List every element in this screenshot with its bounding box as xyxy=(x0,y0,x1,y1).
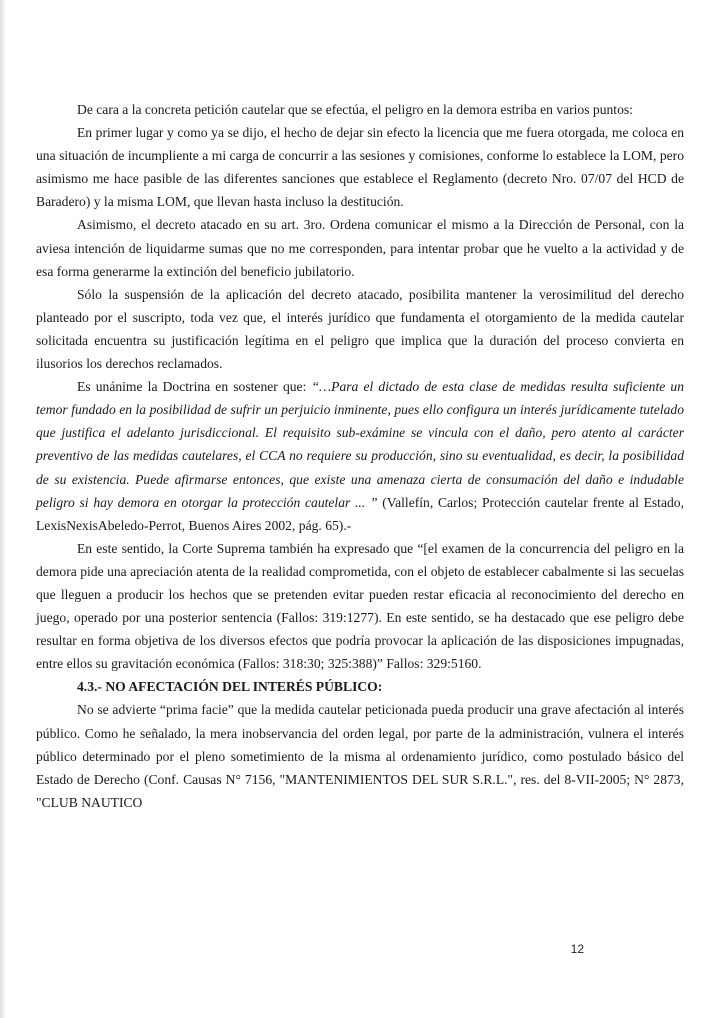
paragraph-1-text: De cara a la concreta petición cautelar que se efectúa, el peligro en la demora estriba en varios puntos: xyxy=(77,102,633,117)
paragraph-3 xyxy=(36,213,684,282)
paragraph-5-intro: Es unánime la Doctrina en sostener que: xyxy=(77,379,312,395)
paragraph-7 xyxy=(36,698,684,813)
paragraph-6-text: En este sentido, la Corte Suprema también ha expresado que “[el examen de la concurrencia del peligro en la demora pide una apreciación atenta de la realidad comprometida, con el objeto de establecer cabalmente si las secuelas que lleguen a producir los hechos que se pretenden evitar pueden restar eficacia al reconocimiento del derecho en juego, operado por una posterior sentencia (Fallos: 319:1277). En este sentido, se ha destacado que ese peligro debe resultar en forma objetiva de los diversos efectos que podría provocar la aplicación de las disposiciones impugnadas, entre ellos su gravitación económica (Fallos: 318:30; 325:388)” Fallos: 329:5160. xyxy=(36,540,684,672)
document-body xyxy=(36,98,684,814)
section-heading: 4.3.- NO AFECTACIÓN DEL INTERÉS PÚBLICO: xyxy=(77,679,383,695)
paragraph-4 xyxy=(36,283,684,375)
paragraph-7-text: No se advierte “prima facie” que la medida cautelar peticionada pueda producir una grave afectación al interés público. Como he señalado, la mera inobservancia del orden legal, por parte de la administración, vulnera el interés público determinado por el pleno sometimiento de la misma al ordenamiento jurídico, como postulado básico del Estado de Derecho (Conf. Causas N° 7156, "MANTENIMIENTOS DEL SUR S.R.L.", res. del 8-VII-2005; N° 2873, "CLUB NAUTICO xyxy=(36,702,684,810)
paragraph-3-text: Asimismo, el decreto atacado en su art. 3ro. Ordena comunicar el mismo a la Dirección de Personal, con la aviesa intención de liquidarme sumas que no me corresponden, para intentar probar que he vuelto a la actividad y de esa forma generarme la extinción del beneficio jubilatorio. xyxy=(36,217,684,279)
page-number: 12 xyxy=(570,942,584,956)
paragraph-5-doctrine-quote xyxy=(36,375,684,537)
doctrine-citation: (Vallefín, Carlos; Protección cautelar frente al Estado, LexisNexisAbeledo-Perrot, Buenos Aires 2002, pág. 65).- xyxy=(36,494,684,533)
page-edge-shadow xyxy=(0,0,6,1018)
paragraph-2-text: En primer lugar y como ya se dijo, el hecho de dejar sin efecto la licencia que me fuera otorgada, me coloca en una situación de incumpliente a mi carga de concurrir a las sesiones y comisiones, conforme lo establece la LOM, pero asimismo me hace pasible de las diferentes sanciones que establece el Reglamento (decreto Nro. 07/07 del HCD de Baradero) y la misma LOM, que llevan hasta incluso la destitución. xyxy=(36,125,684,210)
doctrine-quote: “…Para el dictado de esta clase de medidas resulta suficiente un temor fundado en la posibilidad de sufrir un perjuicio inminente, pues ello configura un interés jurídicamente tutelado que justifica el adelanto jurisdiccional. El requisito sub-exámine se vincula con el daño, pero atento al carácter preventivo de las medidas cautelares, el CCA no requiere su producción, sino su eventualidad, es decir, la posibilidad de su existencia. Puede afirmarse entonces, que existe una amenaza cierta de consumación del daño e indudable peligro si hay demora en otorgar la protección cautelar ... ” xyxy=(36,379,684,510)
paragraph-6-corte-suprema xyxy=(36,537,684,676)
paragraph-4-text: Sólo la suspensión de la aplicación del decreto atacado, posibilita mantener la verosimilitud del derecho planteado por el suscripto, toda vez que, el interés jurídico que fundamenta el otorgamiento de la medida cautelar solicitada encuentra su justificación legítima en el peligro que implica que la duración del proceso convierta en ilusorios los derechos reclamados. xyxy=(36,286,684,372)
paragraph-1 xyxy=(36,98,684,121)
paragraph-2 xyxy=(36,121,684,213)
